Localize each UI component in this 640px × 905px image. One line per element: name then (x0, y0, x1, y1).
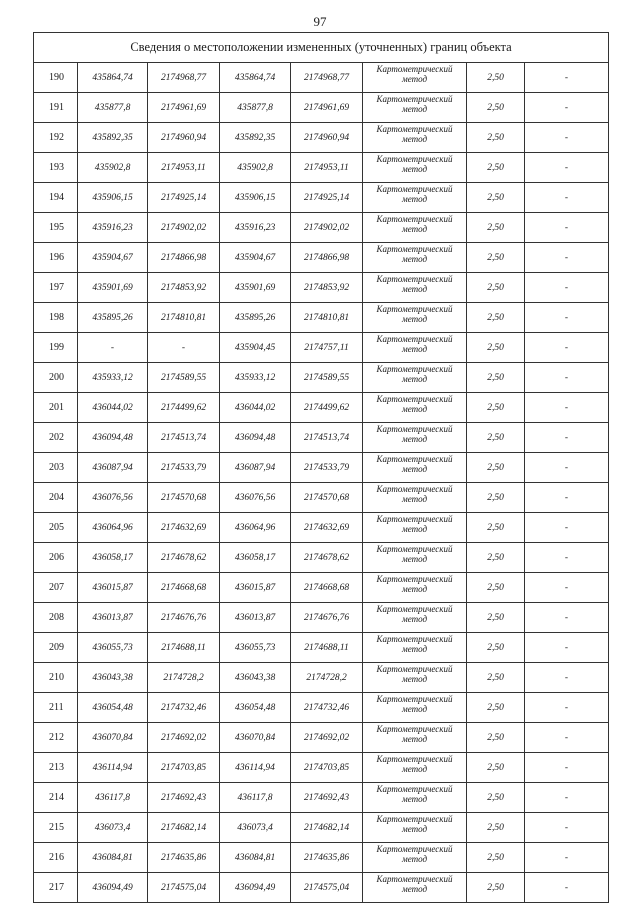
x-existing: 436094,48 (78, 423, 148, 453)
boundary-table (33, 32, 609, 903)
method: Картометрический метод (363, 723, 467, 753)
accuracy: 2,50 (467, 453, 525, 483)
y-refined: 2174810,81 (291, 303, 363, 333)
accuracy: 2,50 (467, 813, 525, 843)
y-existing: - (148, 333, 220, 363)
y-existing: 2174635,86 (148, 843, 220, 873)
x-existing: 436055,73 (78, 633, 148, 663)
y-refined: 2174570,68 (291, 483, 363, 513)
x-existing: - (78, 333, 148, 363)
note: - (525, 393, 609, 423)
y-existing: 2174853,92 (148, 273, 220, 303)
y-existing: 2174678,62 (148, 543, 220, 573)
accuracy: 2,50 (467, 213, 525, 243)
accuracy: 2,50 (467, 723, 525, 753)
method: Картометрический метод (363, 843, 467, 873)
x-refined: 435864,74 (220, 63, 291, 93)
accuracy: 2,50 (467, 603, 525, 633)
x-refined: 436073,4 (220, 813, 291, 843)
method: Картометрический метод (363, 93, 467, 123)
y-existing: 2174589,55 (148, 363, 220, 393)
note: - (525, 483, 609, 513)
accuracy: 2,50 (467, 393, 525, 423)
table-row (34, 453, 609, 483)
x-refined: 436070,84 (220, 723, 291, 753)
y-refined: 2174635,86 (291, 843, 363, 873)
x-existing: 436076,56 (78, 483, 148, 513)
x-existing: 436073,4 (78, 813, 148, 843)
table-row (34, 363, 609, 393)
y-refined: 2174589,55 (291, 363, 363, 393)
method: Картометрический метод (363, 393, 467, 423)
table-row (34, 243, 609, 273)
accuracy: 2,50 (467, 93, 525, 123)
note: - (525, 663, 609, 693)
x-refined: 435902,8 (220, 153, 291, 183)
x-refined: 436043,38 (220, 663, 291, 693)
accuracy: 2,50 (467, 303, 525, 333)
x-existing: 436044,02 (78, 393, 148, 423)
page-number: 97 (313, 14, 327, 29)
x-refined: 435916,23 (220, 213, 291, 243)
accuracy: 2,50 (467, 183, 525, 213)
y-refined: 2174953,11 (291, 153, 363, 183)
accuracy: 2,50 (467, 333, 525, 363)
method: Картометрический метод (363, 303, 467, 333)
point-number: 191 (34, 93, 78, 123)
point-number: 212 (34, 723, 78, 753)
point-number: 195 (34, 213, 78, 243)
accuracy: 2,50 (467, 543, 525, 573)
y-existing: 2174732,46 (148, 693, 220, 723)
point-number: 210 (34, 663, 78, 693)
note: - (525, 843, 609, 873)
x-existing: 436114,94 (78, 753, 148, 783)
y-refined: 2174678,62 (291, 543, 363, 573)
x-existing: 435904,67 (78, 243, 148, 273)
table-row (34, 513, 609, 543)
table-row (34, 333, 609, 363)
y-refined: 2174866,98 (291, 243, 363, 273)
x-refined: 436015,87 (220, 573, 291, 603)
x-existing: 436064,96 (78, 513, 148, 543)
y-existing: 2174682,14 (148, 813, 220, 843)
note: - (525, 123, 609, 153)
y-refined: 2174688,11 (291, 633, 363, 663)
y-refined: 2174668,68 (291, 573, 363, 603)
x-existing: 436015,87 (78, 573, 148, 603)
x-existing: 436054,48 (78, 693, 148, 723)
y-existing: 2174632,69 (148, 513, 220, 543)
x-refined: 436044,02 (220, 393, 291, 423)
table-row (34, 753, 609, 783)
note: - (525, 423, 609, 453)
y-refined: 2174902,02 (291, 213, 363, 243)
note: - (525, 93, 609, 123)
point-number: 202 (34, 423, 78, 453)
note: - (525, 363, 609, 393)
y-existing: 2174925,14 (148, 183, 220, 213)
x-refined: 436076,56 (220, 483, 291, 513)
method: Картометрический метод (363, 183, 467, 213)
x-refined: 435895,26 (220, 303, 291, 333)
method: Картометрический метод (363, 363, 467, 393)
table-row (34, 723, 609, 753)
x-refined: 436094,49 (220, 873, 291, 903)
x-existing: 436013,87 (78, 603, 148, 633)
method: Картометрический метод (363, 543, 467, 573)
x-existing: 436087,94 (78, 453, 148, 483)
y-refined: 2174682,14 (291, 813, 363, 843)
y-refined: 2174632,69 (291, 513, 363, 543)
method: Картометрический метод (363, 273, 467, 303)
point-number: 196 (34, 243, 78, 273)
x-existing: 436117,8 (78, 783, 148, 813)
accuracy: 2,50 (467, 123, 525, 153)
table-row (34, 273, 609, 303)
y-existing: 2174728,2 (148, 663, 220, 693)
table-row (34, 423, 609, 453)
x-refined: 436087,94 (220, 453, 291, 483)
table-row (34, 693, 609, 723)
x-refined: 435933,12 (220, 363, 291, 393)
note: - (525, 543, 609, 573)
point-number: 201 (34, 393, 78, 423)
y-refined: 2174732,46 (291, 693, 363, 723)
accuracy: 2,50 (467, 423, 525, 453)
note: - (525, 813, 609, 843)
accuracy: 2,50 (467, 783, 525, 813)
method: Картометрический метод (363, 633, 467, 663)
y-existing: 2174575,04 (148, 873, 220, 903)
accuracy: 2,50 (467, 843, 525, 873)
point-number: 193 (34, 153, 78, 183)
table-row (34, 303, 609, 333)
accuracy: 2,50 (467, 63, 525, 93)
point-number: 206 (34, 543, 78, 573)
accuracy: 2,50 (467, 363, 525, 393)
table-title-row (34, 33, 609, 63)
y-existing: 2174676,76 (148, 603, 220, 633)
y-existing: 2174533,79 (148, 453, 220, 483)
method: Картометрический метод (363, 153, 467, 183)
accuracy: 2,50 (467, 873, 525, 903)
note: - (525, 273, 609, 303)
x-existing: 435916,23 (78, 213, 148, 243)
method: Картометрический метод (363, 513, 467, 543)
x-existing: 436058,17 (78, 543, 148, 573)
y-refined: 2174853,92 (291, 273, 363, 303)
y-existing: 2174688,11 (148, 633, 220, 663)
x-existing: 435877,8 (78, 93, 148, 123)
x-refined: 436054,48 (220, 693, 291, 723)
note: - (525, 243, 609, 273)
point-number: 217 (34, 873, 78, 903)
point-number: 216 (34, 843, 78, 873)
x-refined: 436058,17 (220, 543, 291, 573)
table-row (34, 213, 609, 243)
point-number: 204 (34, 483, 78, 513)
note: - (525, 303, 609, 333)
method: Картометрический метод (363, 693, 467, 723)
y-refined: 2174961,69 (291, 93, 363, 123)
accuracy: 2,50 (467, 273, 525, 303)
x-existing: 435933,12 (78, 363, 148, 393)
note: - (525, 213, 609, 243)
method: Картометрический метод (363, 663, 467, 693)
point-number: 198 (34, 303, 78, 333)
accuracy: 2,50 (467, 513, 525, 543)
point-number: 205 (34, 513, 78, 543)
point-number: 207 (34, 573, 78, 603)
accuracy: 2,50 (467, 693, 525, 723)
point-number: 203 (34, 453, 78, 483)
method: Картометрический метод (363, 483, 467, 513)
table-row (34, 123, 609, 153)
note: - (525, 873, 609, 903)
x-existing: 435895,26 (78, 303, 148, 333)
x-existing: 435902,8 (78, 153, 148, 183)
table-row (34, 93, 609, 123)
point-number: 209 (34, 633, 78, 663)
method: Картометрический метод (363, 573, 467, 603)
x-existing: 436084,81 (78, 843, 148, 873)
note: - (525, 753, 609, 783)
point-number: 194 (34, 183, 78, 213)
x-refined: 436094,48 (220, 423, 291, 453)
y-refined: 2174757,11 (291, 333, 363, 363)
x-refined: 436114,94 (220, 753, 291, 783)
x-existing: 435906,15 (78, 183, 148, 213)
y-existing: 2174570,68 (148, 483, 220, 513)
point-number: 214 (34, 783, 78, 813)
method: Картометрический метод (363, 603, 467, 633)
table-row (34, 573, 609, 603)
table-row (34, 183, 609, 213)
x-existing: 436094,49 (78, 873, 148, 903)
y-refined: 2174703,85 (291, 753, 363, 783)
y-existing: 2174968,77 (148, 63, 220, 93)
accuracy: 2,50 (467, 153, 525, 183)
method: Картометрический метод (363, 123, 467, 153)
table-row (34, 813, 609, 843)
point-number: 211 (34, 693, 78, 723)
x-refined: 435904,67 (220, 243, 291, 273)
y-existing: 2174866,98 (148, 243, 220, 273)
y-refined: 2174692,43 (291, 783, 363, 813)
y-refined: 2174676,76 (291, 603, 363, 633)
note: - (525, 783, 609, 813)
x-refined: 436064,96 (220, 513, 291, 543)
point-number: 208 (34, 603, 78, 633)
note: - (525, 723, 609, 753)
table-row (34, 843, 609, 873)
y-existing: 2174513,74 (148, 423, 220, 453)
x-refined: 436055,73 (220, 633, 291, 663)
x-existing: 436043,38 (78, 663, 148, 693)
y-existing: 2174953,11 (148, 153, 220, 183)
note: - (525, 603, 609, 633)
y-refined: 2174533,79 (291, 453, 363, 483)
y-refined: 2174960,94 (291, 123, 363, 153)
method: Картометрический метод (363, 213, 467, 243)
note: - (525, 633, 609, 663)
note: - (525, 513, 609, 543)
table-row (34, 483, 609, 513)
accuracy: 2,50 (467, 753, 525, 783)
point-number: 215 (34, 813, 78, 843)
note: - (525, 153, 609, 183)
point-number: 199 (34, 333, 78, 363)
x-refined: 435901,69 (220, 273, 291, 303)
y-existing: 2174703,85 (148, 753, 220, 783)
method: Картометрический метод (363, 423, 467, 453)
accuracy: 2,50 (467, 633, 525, 663)
table-row (34, 543, 609, 573)
x-refined: 435877,8 (220, 93, 291, 123)
table-title: Сведения о местоположении измененных (уточненных) границ объекта (34, 33, 609, 63)
method: Картометрический метод (363, 873, 467, 903)
method: Картометрический метод (363, 453, 467, 483)
x-refined: 436013,87 (220, 603, 291, 633)
y-existing: 2174810,81 (148, 303, 220, 333)
point-number: 213 (34, 753, 78, 783)
point-number: 192 (34, 123, 78, 153)
y-refined: 2174692,02 (291, 723, 363, 753)
table-row (34, 63, 609, 93)
y-existing: 2174499,62 (148, 393, 220, 423)
x-existing: 435901,69 (78, 273, 148, 303)
table-row (34, 393, 609, 423)
note: - (525, 333, 609, 363)
x-existing: 435864,74 (78, 63, 148, 93)
accuracy: 2,50 (467, 243, 525, 273)
x-refined: 435892,35 (220, 123, 291, 153)
method: Картометрический метод (363, 333, 467, 363)
y-refined: 2174925,14 (291, 183, 363, 213)
y-existing: 2174692,02 (148, 723, 220, 753)
x-refined: 435906,15 (220, 183, 291, 213)
point-number: 190 (34, 63, 78, 93)
x-refined: 436117,8 (220, 783, 291, 813)
x-existing: 436070,84 (78, 723, 148, 753)
note: - (525, 453, 609, 483)
accuracy: 2,50 (467, 573, 525, 603)
y-existing: 2174902,02 (148, 213, 220, 243)
y-refined: 2174968,77 (291, 63, 363, 93)
y-refined: 2174513,74 (291, 423, 363, 453)
note: - (525, 63, 609, 93)
table-row (34, 153, 609, 183)
y-refined: 2174728,2 (291, 663, 363, 693)
y-existing: 2174692,43 (148, 783, 220, 813)
point-number: 200 (34, 363, 78, 393)
method: Картометрический метод (363, 783, 467, 813)
accuracy: 2,50 (467, 483, 525, 513)
table-row (34, 663, 609, 693)
method: Картометрический метод (363, 753, 467, 783)
method: Картометрический метод (363, 243, 467, 273)
point-number: 197 (34, 273, 78, 303)
note: - (525, 183, 609, 213)
table-row (34, 783, 609, 813)
x-refined: 436084,81 (220, 843, 291, 873)
x-existing: 435892,35 (78, 123, 148, 153)
y-existing: 2174961,69 (148, 93, 220, 123)
y-existing: 2174960,94 (148, 123, 220, 153)
method: Картометрический метод (363, 813, 467, 843)
y-existing: 2174668,68 (148, 573, 220, 603)
note: - (525, 573, 609, 603)
x-refined: 435904,45 (220, 333, 291, 363)
method: Картометрический метод (363, 63, 467, 93)
y-refined: 2174499,62 (291, 393, 363, 423)
note: - (525, 693, 609, 723)
table-row (34, 633, 609, 663)
table-row (34, 603, 609, 633)
accuracy: 2,50 (467, 663, 525, 693)
y-refined: 2174575,04 (291, 873, 363, 903)
table-row (34, 873, 609, 903)
